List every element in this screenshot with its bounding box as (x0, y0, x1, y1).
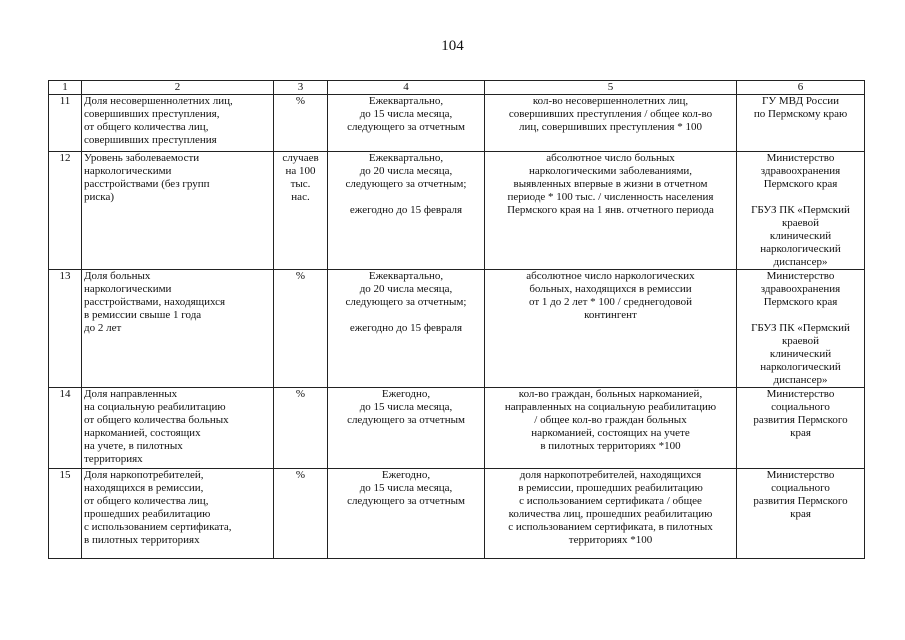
indicators-table (48, 80, 865, 559)
period-text: Ежеквартально, до 20 числа месяца, следующего за отчетным; (345, 152, 467, 190)
method-cell: кол-во граждан, больных наркоманией, направленных на социальную реабилитацию / общее кол-во граждан больных наркоманией, состоящих на учете в пилотных территориях *100 (485, 388, 737, 469)
table-row (49, 152, 865, 270)
period-text: Ежегодно, до 15 числа месяца, следующего за отчетным (347, 469, 465, 507)
period-extra-text: ежегодно до 15 февраля (349, 204, 463, 216)
source-text: Министерство здравоохранения Пермского края (760, 152, 841, 190)
source-text: Министерство социального развития Пермского края (753, 388, 848, 439)
period-text: Ежеквартально, до 15 числа месяца, следующего за отчетным (347, 95, 465, 133)
row-number: 11 (49, 95, 82, 152)
unit-cell: % (274, 469, 328, 559)
table-row (49, 270, 865, 388)
period-cell (328, 270, 485, 388)
indicator-name: Доля несовершеннолетних лиц, совершивших преступления, от общего количества лиц, совершивших преступления (82, 95, 274, 152)
source-cell (737, 270, 865, 388)
period-cell (328, 95, 485, 152)
table-row (49, 469, 865, 559)
header-cell: 4 (328, 81, 485, 95)
source-cell (737, 152, 865, 270)
period-cell (328, 388, 485, 469)
indicator-name: Уровень заболеваемости наркологическими расстройствами (без групп риска) (82, 152, 274, 270)
method-cell: абсолютное число больных наркологическими заболеваниями, выявленных впервые в жизни в отчетном периоде * 100 тыс. / численность населения Пермского края на 1 янв. отчетного периода (485, 152, 737, 270)
header-cell: 1 (49, 81, 82, 95)
header-cell: 2 (82, 81, 274, 95)
method-cell: доля наркопотребителей, находящихся в ремиссии, прошедших реабилитацию с использованием сертификата / общее количества лиц, прошедших реабилитацию с использованием сертификата, в пилотных территориях *100 (485, 469, 737, 559)
source-text: Министерство здравоохранения Пермского края (760, 270, 841, 308)
source-text: ГУ МВД России по Пермскому краю (753, 95, 848, 120)
table-row (49, 95, 865, 152)
period-text: Ежеквартально, до 20 числа месяца, следующего за отчетным; (345, 270, 467, 308)
row-number: 12 (49, 152, 82, 270)
unit-cell: % (274, 388, 328, 469)
indicator-name: Доля больных наркологическими расстройствами, находящихся в ремиссии свыше 1 года до 2 лет (82, 270, 274, 388)
source-extra-text: ГБУЗ ПК «Пермский краевой клинический наркологический диспансер» (751, 322, 850, 386)
source-cell (737, 469, 865, 559)
method-cell: абсолютное число наркологических больных, находящихся в ремиссии от 1 до 2 лет * 100 / среднегодовой контингент (485, 270, 737, 388)
unit-cell: % (274, 270, 328, 388)
unit-cell: % (274, 95, 328, 152)
row-number: 15 (49, 469, 82, 559)
table-row (49, 388, 865, 469)
row-number: 13 (49, 270, 82, 388)
period-cell (328, 469, 485, 559)
period-extra-text: ежегодно до 15 февраля (349, 322, 463, 334)
source-text: Министерство социального развития Пермского края (753, 469, 848, 520)
method-cell: кол-во несовершеннолетних лиц, совершивших преступления / общее кол-во лиц, совершивших преступления * 100 (485, 95, 737, 152)
indicator-name: Доля направленных на социальную реабилитацию от общего количества больных наркоманией, состоящих на учете, в пилотных территориях (82, 388, 274, 469)
row-number: 14 (49, 388, 82, 469)
indicator-name: Доля наркопотребителей, находящихся в ремиссии, от общего количества лиц, прошедших реабилитацию с использованием сертификата, в пилотных территориях (82, 469, 274, 559)
period-cell (328, 152, 485, 270)
header-cell: 6 (737, 81, 865, 95)
column-number-header-row (49, 81, 865, 95)
period-text: Ежегодно, до 15 числа месяца, следующего за отчетным (347, 388, 465, 426)
header-cell: 5 (485, 81, 737, 95)
source-cell (737, 388, 865, 469)
source-cell (737, 95, 865, 152)
page-number: 104 (441, 38, 464, 54)
source-extra-text: ГБУЗ ПК «Пермский краевой клинический наркологический диспансер» (751, 204, 850, 268)
unit-cell: случаев на 100 тыс. нас. (274, 152, 328, 270)
header-cell: 3 (274, 81, 328, 95)
